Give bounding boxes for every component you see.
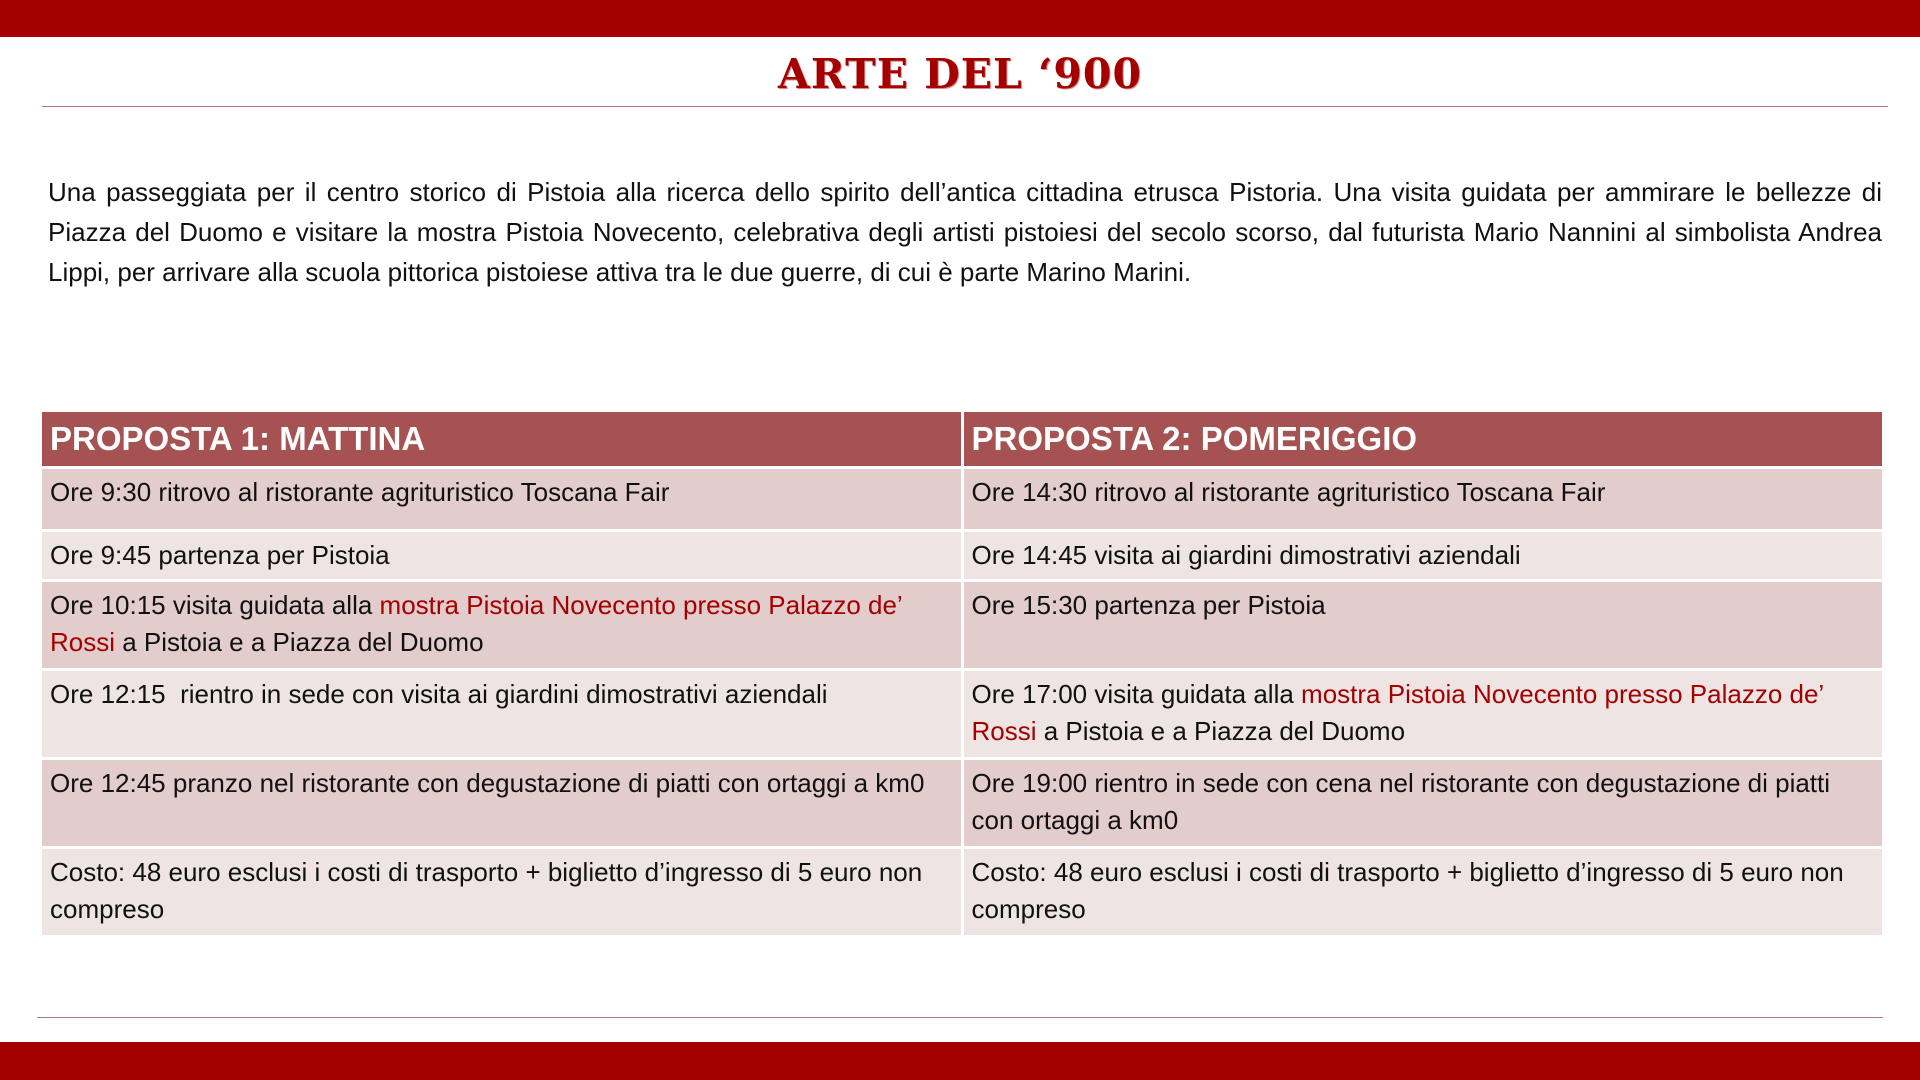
cell-text: Costo: 48 euro esclusi i costi di trasporto + biglietto d’ingresso di 5 euro non compreso xyxy=(50,857,923,924)
afternoon-cell xyxy=(964,469,1883,529)
table-row xyxy=(42,760,1882,846)
table-header-row xyxy=(42,412,1882,466)
morning-cell xyxy=(42,671,961,757)
cell-text: Ore 12:15 rientro in sede con visita ai giardini dimostrativi aziendali xyxy=(50,679,828,709)
schedule-table xyxy=(39,409,1885,938)
cell-text: Ore 10:15 visita guidata alla xyxy=(50,590,380,620)
afternoon-cell xyxy=(964,671,1883,757)
cell-text: Ore 17:00 visita guidata alla xyxy=(971,679,1302,709)
exhibition-highlight: mostra Pistoia Novecento presso Palazzo de’ Rossi xyxy=(50,590,902,657)
exhibition-highlight: mostra Pistoia Novecento presso Palazzo de’ Rossi xyxy=(971,679,1824,746)
morning-cell xyxy=(42,532,961,579)
cell-text: Ore 15:30 partenza per Pistoia xyxy=(971,590,1326,620)
morning-cell xyxy=(42,849,961,935)
afternoon-cell xyxy=(964,849,1883,935)
cell-text: Ore 12:45 pranzo nel ristorante con degustazione di piatti con ortaggi a km0 xyxy=(50,768,925,798)
header-proposal-2: PROPOSTA 2: POMERIGGIO xyxy=(964,412,1883,466)
footer-divider xyxy=(37,1017,1883,1018)
header-proposal-1: PROPOSTA 1: MATTINA xyxy=(42,412,961,466)
bottom-accent-bar xyxy=(0,1042,1920,1080)
intro-paragraph: Una passeggiata per il centro storico di Pistoia alla ricerca dello spirito dell’antica cittadina etrusca Pistoria. Una visita guidata per ammirare le bellezze di Piazza del Duomo e visitare la mostra Pistoia Novecento, celebrativa degli artisti pistoiesi del secolo scorso, dal futurista Mario Nannini al simbolista Andrea Lippi, per arrivare alla scuola pittorica pistoiese attiva tra le due guerre, di cui è parte Marino Marini. xyxy=(48,177,1882,287)
afternoon-cell xyxy=(964,532,1883,579)
cell-text: a Pistoia e a Piazza del Duomo xyxy=(115,627,484,657)
cell-text: Ore 14:45 visita ai giardini dimostrativi aziendali xyxy=(971,540,1521,570)
afternoon-cell xyxy=(964,582,1883,668)
table-row xyxy=(42,671,1882,757)
table-row xyxy=(42,849,1882,935)
cell-text: Ore 19:00 rientro in sede con cena nel ristorante con degustazione di piatti con ortaggi a km0 xyxy=(971,768,1831,835)
cell-text: Costo: 48 euro esclusi i costi di trasporto + biglietto d’ingresso di 5 euro non compreso xyxy=(971,857,1844,924)
morning-cell xyxy=(42,582,961,668)
afternoon-cell xyxy=(964,760,1883,846)
page-title: ARTE DEL ‘900 xyxy=(778,50,1142,98)
top-accent-bar xyxy=(0,0,1920,37)
table-row xyxy=(42,582,1882,668)
cell-text: Ore 9:45 partenza per Pistoia xyxy=(50,540,390,570)
table-row xyxy=(42,532,1882,579)
title-divider xyxy=(42,106,1888,107)
cell-text: Ore 14:30 ritrovo al ristorante agrituristico Toscana Fair xyxy=(971,477,1606,507)
morning-cell xyxy=(42,469,961,529)
cell-text: a Pistoia e a Piazza del Duomo xyxy=(1036,716,1406,746)
table-row xyxy=(42,469,1882,529)
morning-cell xyxy=(42,760,961,846)
cell-text: Ore 9:30 ritrovo al ristorante agrituristico Toscana Fair xyxy=(50,477,670,507)
